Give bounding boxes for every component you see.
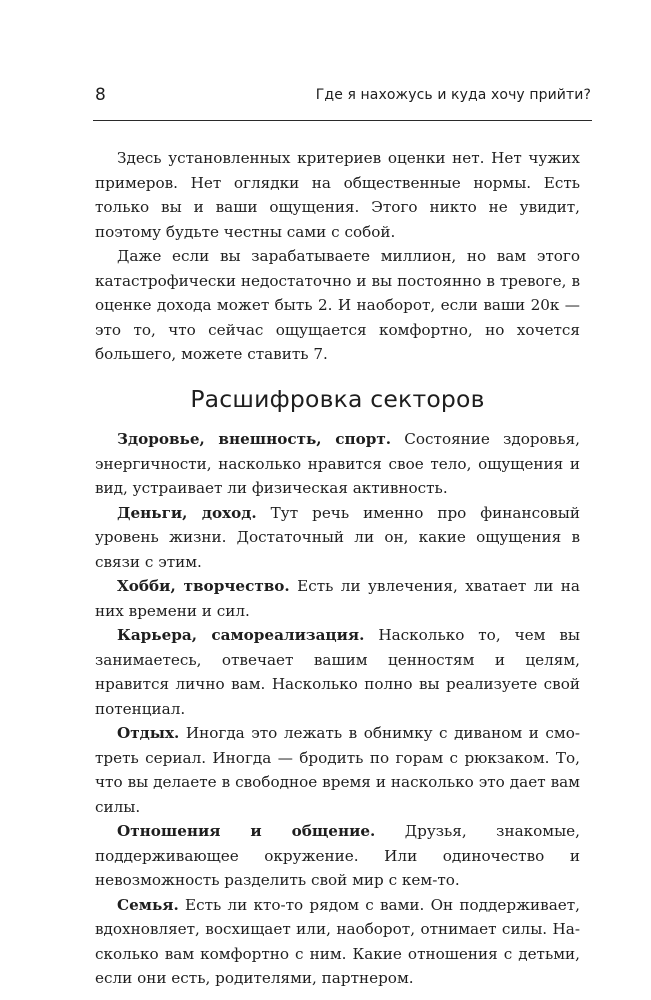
running-title: Где я нахожусь и куда хочу прийти?	[315, 87, 591, 103]
paragraph: Здесь установленных критериев оценки нет. Нет чужих примеров. Нет оглядки на общественные нормы. Есть только вы и ваши ощущения. Этого никто не увидит, поэтому будьте честны сами с собой.	[95, 149, 580, 241]
sector-description: Насколько то, чем вы занимаетесь, отвечает вашим ценностям и целям, нравится лично вам. Насколько полно вы реализуете свой потенциал.	[95, 626, 580, 718]
sector-description: Иногда это лежать в обнимку с диваном и смотреть сериал. Иногда — бродить по горам с рюкзаком. То, что вы делаете в свободное время и насколько это дает вам силы.	[95, 724, 580, 816]
page-header	[93, 80, 592, 121]
paragraph: Даже если вы зарабатываете миллион, но вам этого катастрофически недостаточно и вы постоянно в тревоге, в оценке дохода может быть 2. И наоборот, если ваши 20к — это то, что сейчас ощущается комфортно, но хочется большего, можете ставить 7.	[95, 247, 580, 363]
sector-description: Тут речь именно про финансовый уровень жизни. Достаточный ли он, какие ощущения в связи с этим.	[95, 503, 580, 571]
sector-term: Отношения и общение.	[117, 822, 376, 840]
sector-paragraph	[95, 819, 580, 893]
sector-paragraph	[95, 623, 580, 721]
sector-description: Есть ли кто-то рядом с вами. Он поддерживает, вдохновляет, восхищает или, наоборот, отнимает силы. Насколько вам комфортно с ним. Какие отношения с детьми, если они есть, родителями, партнером.	[95, 895, 580, 987]
sector-paragraph	[95, 501, 580, 575]
sector-paragraph	[95, 721, 580, 819]
sector-term: Деньги, доход.	[117, 503, 257, 522]
sectors-list	[95, 427, 580, 991]
page-number: 8	[95, 85, 106, 105]
sector-term: Семья.	[117, 895, 179, 914]
sector-description: Есть ли увлечения, хватает ли на них времени и сил.	[95, 577, 580, 620]
sector-term: Хобби, творчество.	[117, 577, 290, 595]
sector-paragraph	[95, 427, 580, 501]
sector-paragraph	[95, 574, 580, 623]
sector-term: Отдых.	[117, 724, 180, 742]
section-title: Расшифровка секторов	[190, 385, 485, 413]
sector-term: Здоровье, внешность, спорт.	[117, 430, 392, 448]
sector-description: Состояние здоровья, энергичности, насколько нравится свое тело, ощущения и вид, устраивает ли физическая активность.	[95, 430, 580, 497]
sector-description: Друзья, знакомые, поддерживающее окружение. Или одиночество и невозможность разделить свой мир с кем-то.	[95, 822, 580, 889]
sector-paragraph	[95, 893, 580, 991]
sector-term: Карьера, самореализация.	[117, 626, 365, 644]
intro-text	[95, 146, 580, 367]
